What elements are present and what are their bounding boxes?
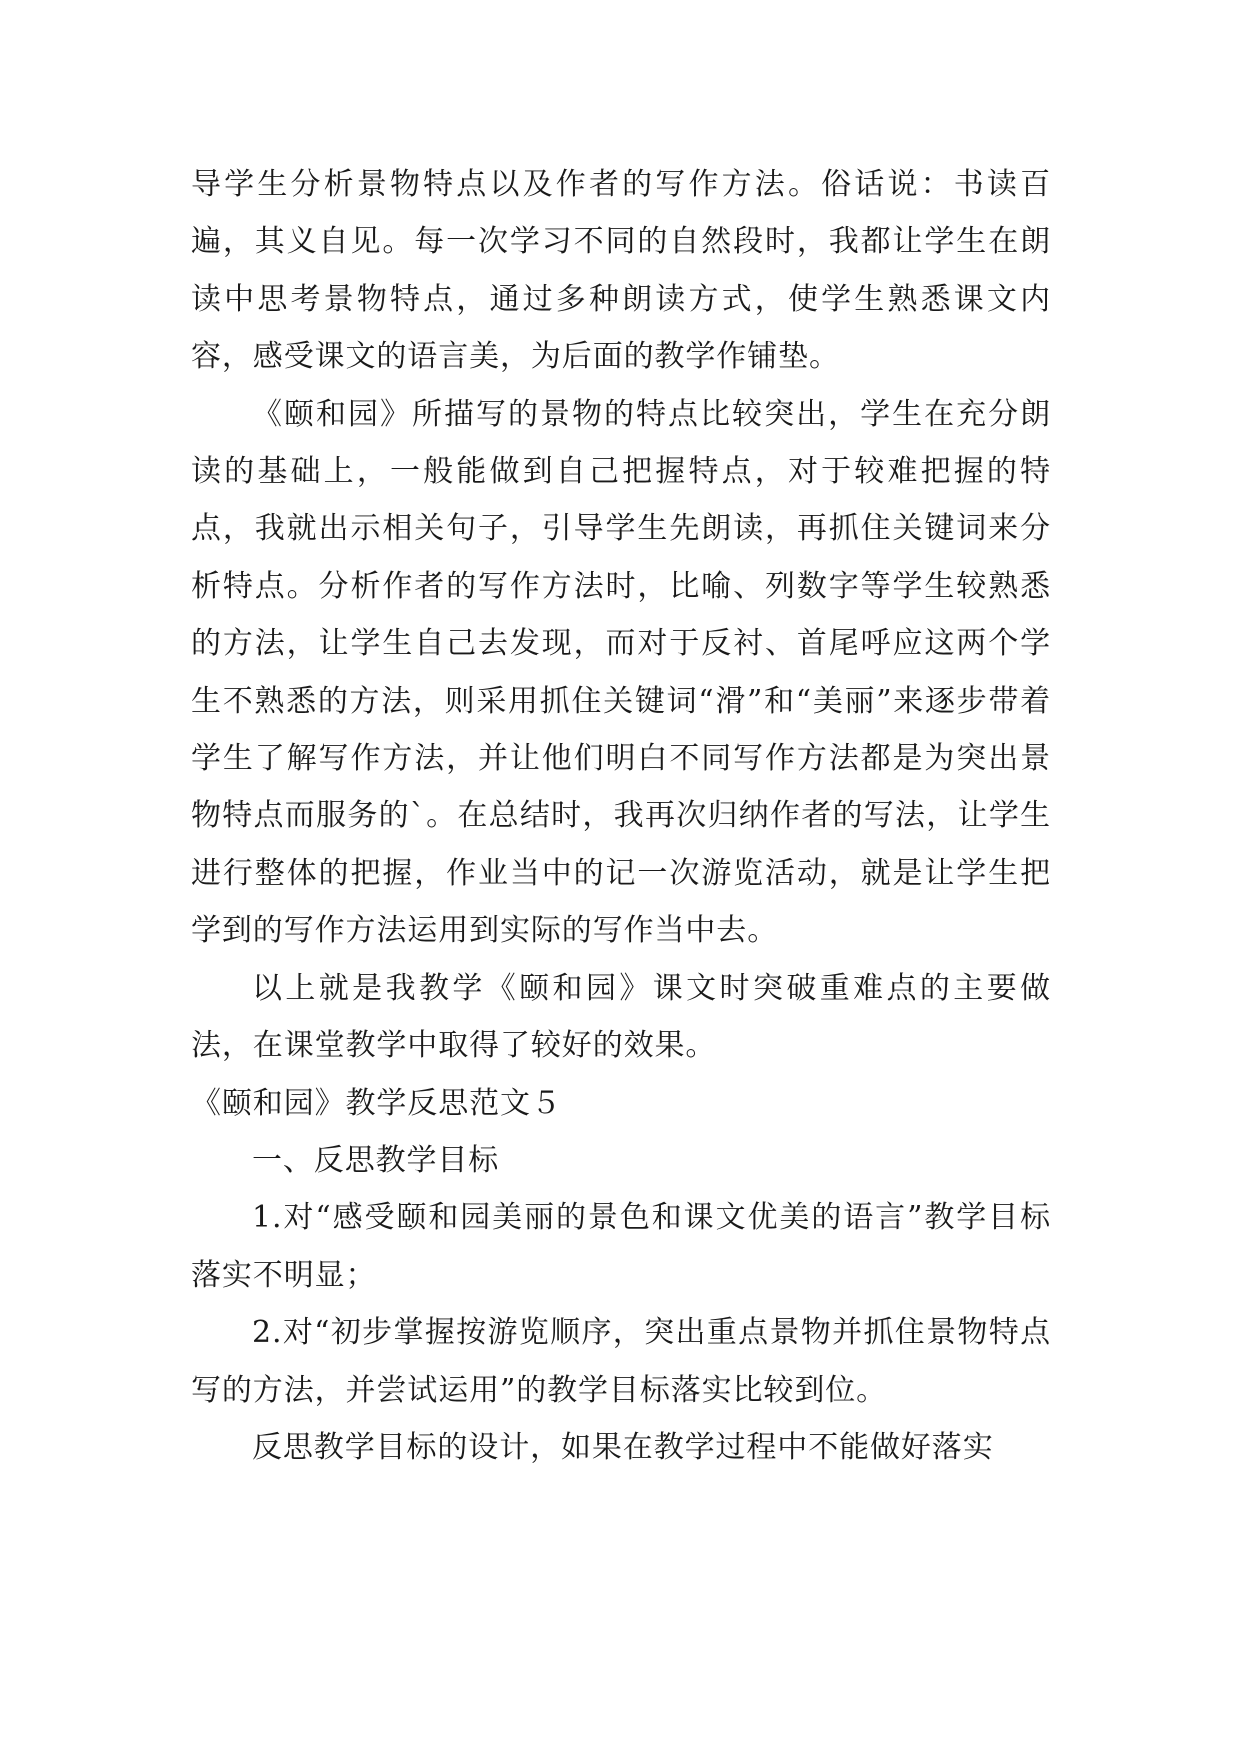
section-heading: 《颐和园》教学反思范文５	[191, 1085, 562, 1121]
list-item-2: 2.对“初步掌握按游览顺序，突出重点景物并抓住景物特点写的方法，并尝试运用”的教学目标落实比较到位。	[191, 1315, 1051, 1408]
paragraph-key-points: 《颐和园》所描写的景物的特点比较突出，学生在充分朗读的基础上，一般能做到自己把握特点，对于较难把握的特点，我就出示相关句子，引导学生先朗读，再抓住关键词来分析特点。分析作者的写作方法时，比喻、列数字等学生较熟悉的方法，让学生自己去发现，而对于反衬、首尾呼应这两个学生不熟悉的方法，则采用抓住关键词“滑”和“美丽”来逐步带着学生了解写作方法，并让他们明白不同写作方法都是为突出景物特点而服务的`。在总结时，我再次归纳作者的写法，让学生进行整体的把握，作业当中的记一次游览活动，就是让学生把学到的写作方法运用到实际的写作当中去。	[191, 396, 1051, 949]
subheading-reflection-goals: 一、反思教学目标	[252, 1142, 500, 1178]
document-body	[191, 156, 1051, 1476]
paragraph-summary: 以上就是我教学《颐和园》课文时突破重难点的主要做法，在课堂教学中取得了较好的效果。	[191, 970, 1051, 1064]
paragraph-continuation: 导学生分析景物特点以及作者的写作方法。俗话说：书读百遍，其义自见。每一次学习不同的自然段时，我都让学生在朗读中思考景物特点，通过多种朗读方式，使学生熟悉课文内容，感受课文的语言美，为后面的教学作铺垫。	[191, 167, 1051, 375]
paragraph-reflection: 反思教学目标的设计，如果在教学过程中不能做好落实	[252, 1429, 994, 1465]
list-item-1: 1.对“感受颐和园美丽的景色和课文优美的语言”教学目标落实不明显；	[191, 1200, 1051, 1293]
